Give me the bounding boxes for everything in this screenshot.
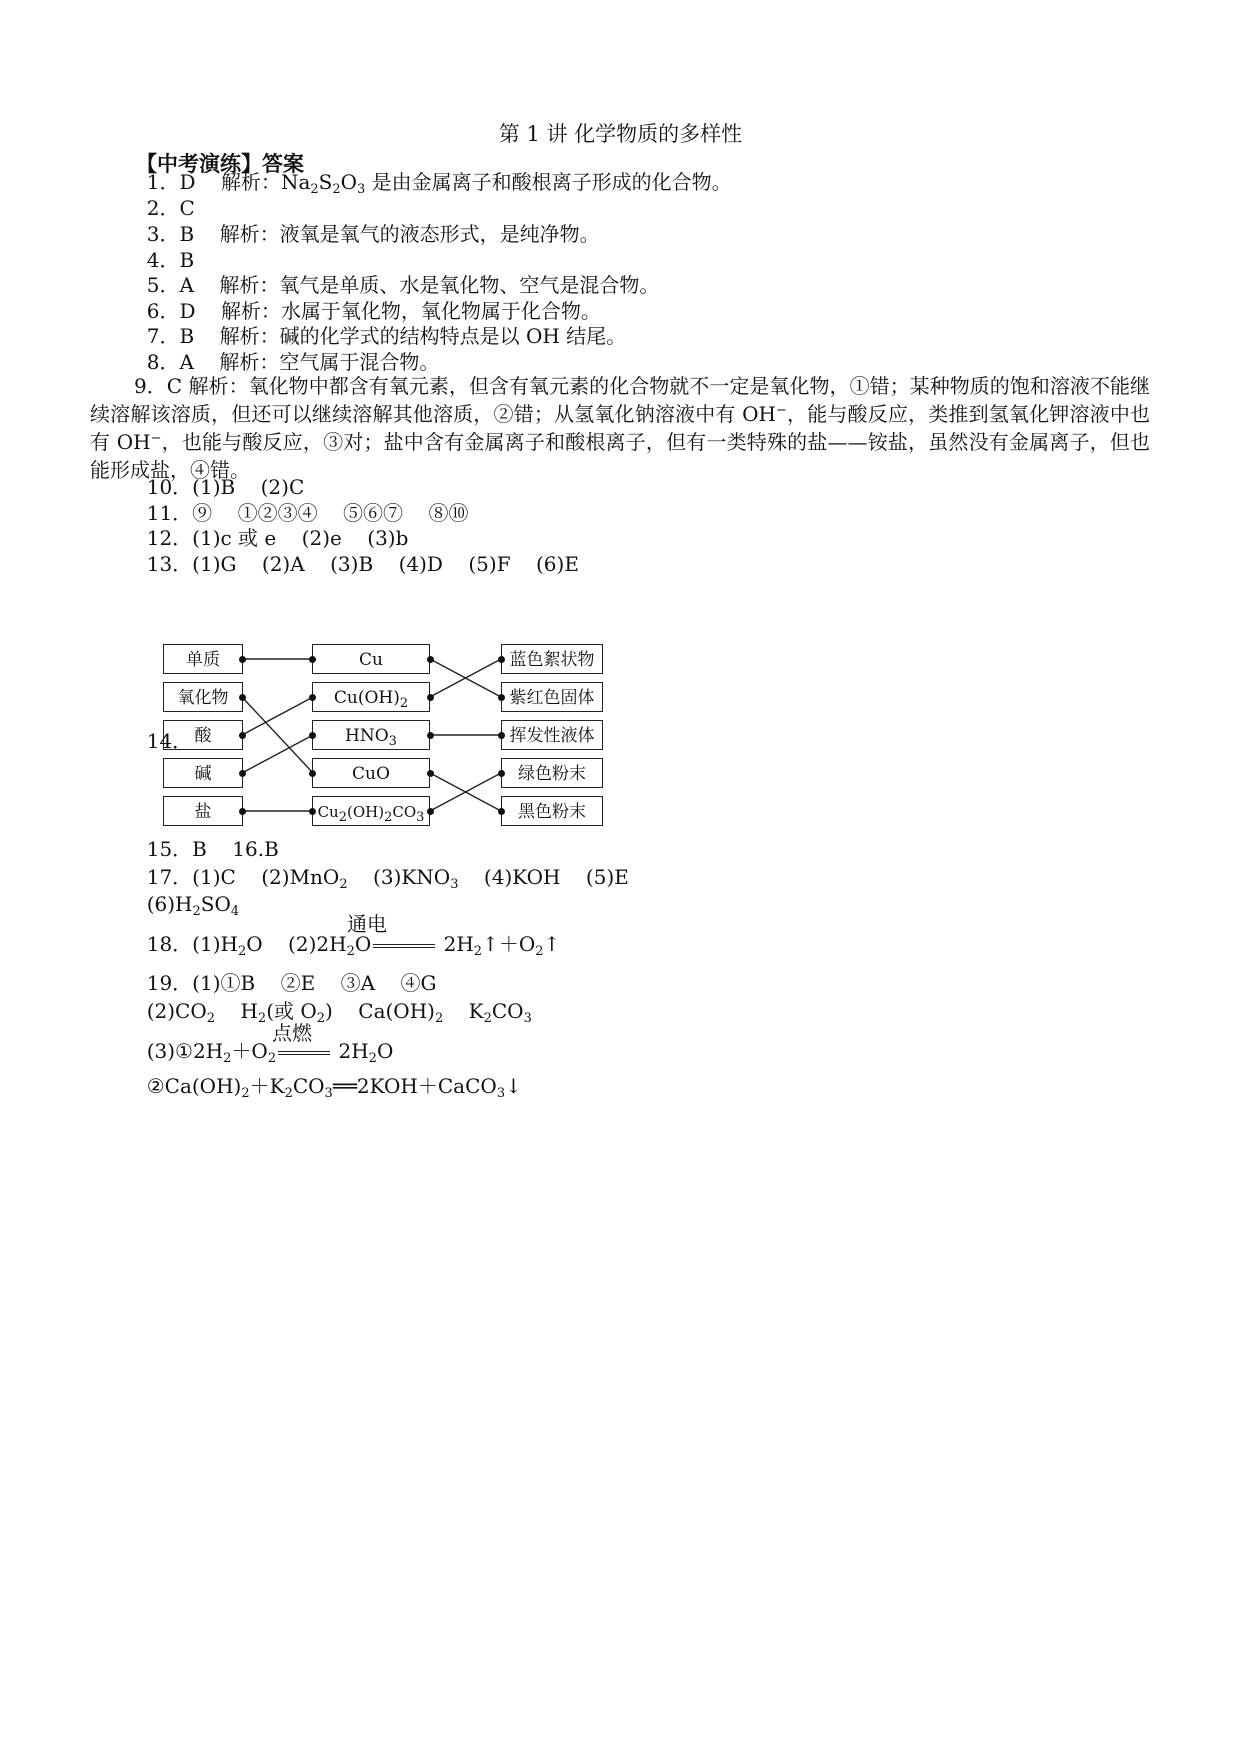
answer-6: 6．D 解析：水属于氧化物，氧化物属于化合物。 [146, 299, 601, 323]
answer-8: 8．A 解析：空气属于混合物。 [146, 350, 440, 374]
left-box-4: 碱 [163, 758, 243, 788]
answer-7: 7．B 解析：碱的化学式的结构特点是以 OH 结尾。 [146, 324, 627, 348]
left-box-2: 氧化物 [163, 682, 243, 712]
answer-18: 18．$(1)H_2O$ $(2)2H_2O$ $2H_2↑+O_2↑$ [146, 932, 561, 959]
right-box-2: 紫红色固体 [501, 682, 603, 712]
answer-2: 2．C [146, 196, 195, 220]
answer-10: 10．(1)B (2)C [146, 475, 305, 499]
right-box-4: 绿色粉末 [501, 758, 603, 788]
answer-1: 1．D 解析：$Na_2S_2O_3$ 是由金属离子和酸根离子形成的化合物。 [146, 170, 732, 197]
answer-19-3: $(3)①2H_2+O_2$ $2H_2O$ [146, 1039, 394, 1066]
answer-12: 12．(1)c 或 e (2)e (3)b [146, 526, 409, 550]
left-box-5: 盐 [163, 796, 243, 826]
answer-19: 19．(1)①B ②E ③A ④G [146, 971, 437, 995]
q19-condition: 点燃 [272, 1021, 312, 1045]
left-box-3: 酸 [163, 720, 243, 750]
answer-5: 5．A 解析：氧气是单质、水是氧化物、空气是混合物。 [146, 273, 660, 297]
q-number: 1． [146, 170, 180, 194]
middle-box-1: Cu [312, 644, 430, 674]
equals-bar [373, 944, 435, 948]
right-box-5: 黑色粉末 [501, 796, 603, 826]
answer-17: 17．(1)C (2)MnO$_2$ $(3)KNO_3$ (4)KOH (5)E [146, 865, 629, 892]
middle-box-5: $Cu_2(OH)_2CO_3$ [312, 796, 430, 826]
middle-box-2: $Cu(OH)_2$ [312, 682, 430, 712]
q-label: 解析： [220, 170, 281, 194]
middle-box-3: $HNO_3$ [312, 720, 430, 750]
answer-19-2: $(2)CO_2$ $H_2$(或 $O_2$) $Ca(OH)_2$ $K_2CO_3$ [146, 999, 532, 1026]
right-box-3: 挥发性液体 [501, 720, 603, 750]
answer-9: 9．C 解析：氧化物中都含有氧元素，但含有氧元素的化合物就不一定是氧化物，①错；某种物质的饱和溶液不能继续溶解该溶质，但还可以继续溶解其他溶质，②错；从氢氧化钠溶液中有 OH−，能与酸反应，类推到氢氧化钾溶液中也有 OH−，也能与酸反应，③对；盐中含有金属离子和酸根离子，但有一类特殊的盐——铵盐，虽然没有金属离子，但也能形成盐，④错。 [90, 374, 1151, 482]
answer-15-16: 15．B 16.B [146, 837, 279, 861]
q18-condition: 通电 [347, 912, 387, 936]
left-box-1: 单质 [163, 644, 243, 674]
answer-14-number: 14． [146, 729, 193, 753]
right-box-1: 蓝色絮状物 [501, 644, 603, 674]
section-heading: 【中考演练】答案 [136, 152, 304, 176]
equals-bar [278, 1051, 330, 1055]
middle-box-4: CuO [312, 758, 430, 788]
answer-4: 4．B [146, 248, 195, 272]
answer-17-cont: $(6)H_2SO_4$ [146, 892, 240, 919]
answer-19-4: $②Ca(OH)_2+K_2CO_3══2KOH+CaCO_3↓$ [146, 1074, 522, 1101]
answer-13: 13．(1)G (2)A (3)B (4)D (5)F (6)E [146, 552, 579, 576]
answer-3: 3．B 解析：液氧是氧气的液态形式，是纯净物。 [146, 222, 600, 246]
q-answer: D [179, 170, 196, 194]
answer-11: 11．⑨ ①②③④ ⑤⑥⑦ ⑧⑩ [146, 501, 469, 525]
page-title: 第 1 讲 化学物质的多样性 [498, 122, 743, 146]
